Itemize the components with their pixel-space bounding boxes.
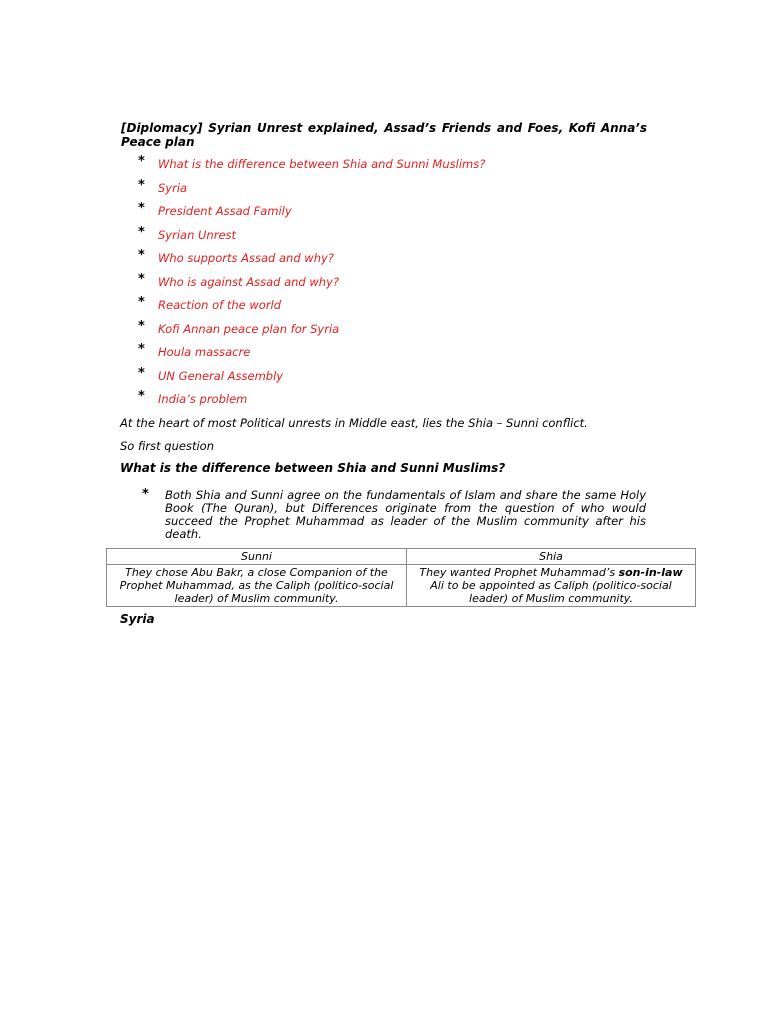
toc-link-assad-family[interactable]: President Assad Family xyxy=(158,204,292,218)
bullet-asterisk: * xyxy=(138,225,145,240)
bullet-asterisk: * xyxy=(142,487,149,502)
toc-link-syria[interactable]: Syria xyxy=(158,181,188,195)
table-header-row xyxy=(107,549,696,565)
intro-paragraph: At the heart of most Political unrests in Middle east, lies the Shia – Sunni conflict. xyxy=(120,416,588,430)
bullet-asterisk: * xyxy=(138,366,145,381)
shia-text-emphasis: son-in-law xyxy=(618,566,683,579)
toc-link-annan-plan[interactable]: Kofi Annan peace plan for Syria xyxy=(158,322,340,336)
bullet-asterisk: * xyxy=(138,389,145,404)
toc-link-houla[interactable]: Houla massacre xyxy=(158,345,251,359)
header-shia: Shia xyxy=(407,549,696,565)
toc-link-india[interactable]: India’s problem xyxy=(158,392,248,406)
shia-text-end: Ali to be appointed as Caliph (politico-social leader) of Muslim community. xyxy=(430,579,672,605)
bullet-asterisk: * xyxy=(138,342,145,357)
syria-heading: Syria xyxy=(120,612,155,626)
document-title: [Diplomacy] Syrian Unrest explained, Assad’s Friends and Foes, Kofi Anna’s Peace plan xyxy=(121,121,647,149)
toc-link-opponents[interactable]: Who is against Assad and why? xyxy=(158,275,339,289)
section-heading: What is the difference between Shia and Sunni Muslims? xyxy=(120,461,506,475)
cell-shia xyxy=(407,565,696,607)
toc-link-shia-sunni[interactable]: What is the difference between Shia and Sunni Muslims? xyxy=(158,157,486,171)
bullet-asterisk: * xyxy=(138,178,145,193)
bullet-asterisk: * xyxy=(138,201,145,216)
bullet-paragraph: Both Shia and Sunni agree on the fundamentals of Islam and share the same Holy Book (The Quran), but Differences originate from the question of who would succeed the Prophet Muhammad as leader of the Muslim community after his death. xyxy=(165,488,646,541)
bullet-asterisk: * xyxy=(138,295,145,310)
bullet-asterisk: * xyxy=(138,154,145,169)
bullet-asterisk: * xyxy=(138,248,145,263)
shia-text-start: They wanted Prophet Muhammad’s xyxy=(419,566,619,579)
toc-link-syrian-unrest[interactable]: Syrian Unrest xyxy=(158,228,237,242)
bullet-asterisk: * xyxy=(138,319,145,334)
table-row xyxy=(107,565,696,607)
bullet-asterisk: * xyxy=(138,272,145,287)
toc-link-un-assembly[interactable]: UN General Assembly xyxy=(158,369,284,383)
comparison-table xyxy=(106,548,696,607)
toc-link-world-reaction[interactable]: Reaction of the world xyxy=(158,298,282,312)
header-sunni: Sunni xyxy=(107,549,407,565)
toc-link-supporters[interactable]: Who supports Assad and why? xyxy=(158,251,334,265)
cell-sunni: They chose Abu Bakr, a close Companion of the Prophet Muhammad, as the Caliph (politico-social leader) of Muslim community. xyxy=(107,565,407,607)
first-question-text: So first question xyxy=(120,439,214,453)
